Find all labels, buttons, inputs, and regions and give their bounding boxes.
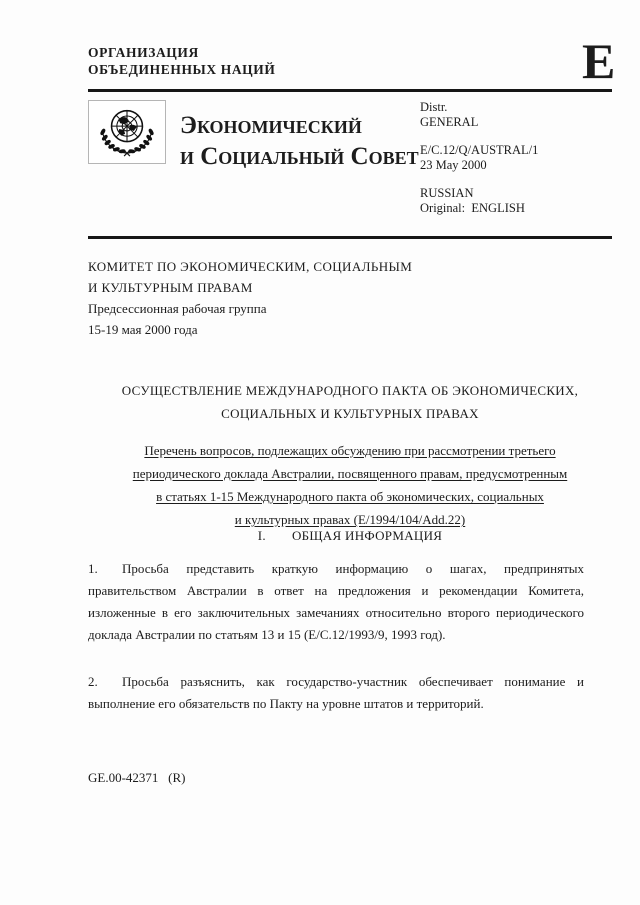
paragraph-1 xyxy=(88,558,584,646)
distr-label: Distr. xyxy=(420,100,448,114)
paragraph-2-number: 2. xyxy=(88,674,98,689)
doc-symbol: E/C.12/Q/AUSTRAL/1 xyxy=(420,143,539,157)
section-heading xyxy=(88,528,612,544)
working-group: Предсессионная рабочая группа xyxy=(88,301,267,316)
council-title-line1: Экономический xyxy=(180,112,362,139)
document-subtitle xyxy=(88,439,612,531)
org-name xyxy=(88,44,275,78)
document-title-line2: СОЦИАЛЬНЫХ И КУЛЬТУРНЫХ ПРАВАХ xyxy=(221,406,479,421)
org-name-line1: ОРГАНИЗАЦИЯ xyxy=(88,45,199,60)
section-title: ОБЩАЯ ИНФОРМАЦИЯ xyxy=(291,528,443,543)
committee-name-line2: И КУЛЬТУРНЫМ ПРАВАМ xyxy=(88,280,253,295)
un-emblem-icon xyxy=(93,102,161,163)
footer-reference: GE.00-42371 (R) xyxy=(88,770,186,785)
doc-date: 23 May 2000 xyxy=(420,157,487,172)
paragraph-1-number: 1. xyxy=(88,561,98,576)
doc-language: RUSSIAN xyxy=(420,186,474,200)
paragraph-2-text: Просьба разъяснить, как государство-участник обеспечивает понимание и выполнение его обязательств по Пакту на уровне штатов и территорий. xyxy=(88,674,584,711)
paragraph-2 xyxy=(88,671,584,715)
document-subtitle-line3: в статьях 1-15 Международного пакта об экономических, социальных xyxy=(156,489,544,504)
document-title xyxy=(88,379,612,425)
document-subtitle-line4: и культурных правах (E/1994/104/Add.22) xyxy=(234,512,466,527)
header-rule xyxy=(88,89,612,92)
document-title-line1: ОСУЩЕСТВЛЕНИЕ МЕЖДУНАРОДНОГО ПАКТА ОБ ЭКОНОМИЧЕСКИХ, xyxy=(121,383,579,398)
paragraph-1-text: Просьба представить краткую информацию о шагах, предпринятых правительством Австралии в ответ на предложения и рекомендации Комитета, изложенные в его заключительных замечаниях относительно второго периодического доклада Австралии по статьям 13 и 15 (E/C.12/1993/9, 1993 год). xyxy=(88,561,584,642)
session-dates: 15-19 мая 2000 года xyxy=(88,322,198,337)
distr-value: GENERAL xyxy=(420,114,479,129)
session-block xyxy=(88,256,412,340)
masthead-rule xyxy=(88,236,612,239)
document-body xyxy=(88,558,584,740)
un-emblem-box xyxy=(88,100,166,164)
doc-original-language: Original: ENGLISH xyxy=(420,200,525,215)
document-series-letter: E xyxy=(582,33,616,89)
committee-name-line1: КОМИТЕТ ПО ЭКОНОМИЧЕСКИМ, СОЦИАЛЬНЫМ xyxy=(88,259,413,274)
document-subtitle-line1: Перечень вопросов, подлежащих обсуждению при рассмотрении третьего xyxy=(144,443,556,458)
section-number: I. xyxy=(257,528,266,543)
distribution-info xyxy=(420,100,538,229)
org-name-line2: ОБЪЕДИНЕННЫХ НАЦИЙ xyxy=(88,62,276,77)
council-title-line2: и Социальный Совет xyxy=(180,143,419,170)
council-title xyxy=(180,110,419,172)
document-subtitle-line2: периодического доклада Австралии, посвященного правам, предусмотренным xyxy=(132,466,568,481)
